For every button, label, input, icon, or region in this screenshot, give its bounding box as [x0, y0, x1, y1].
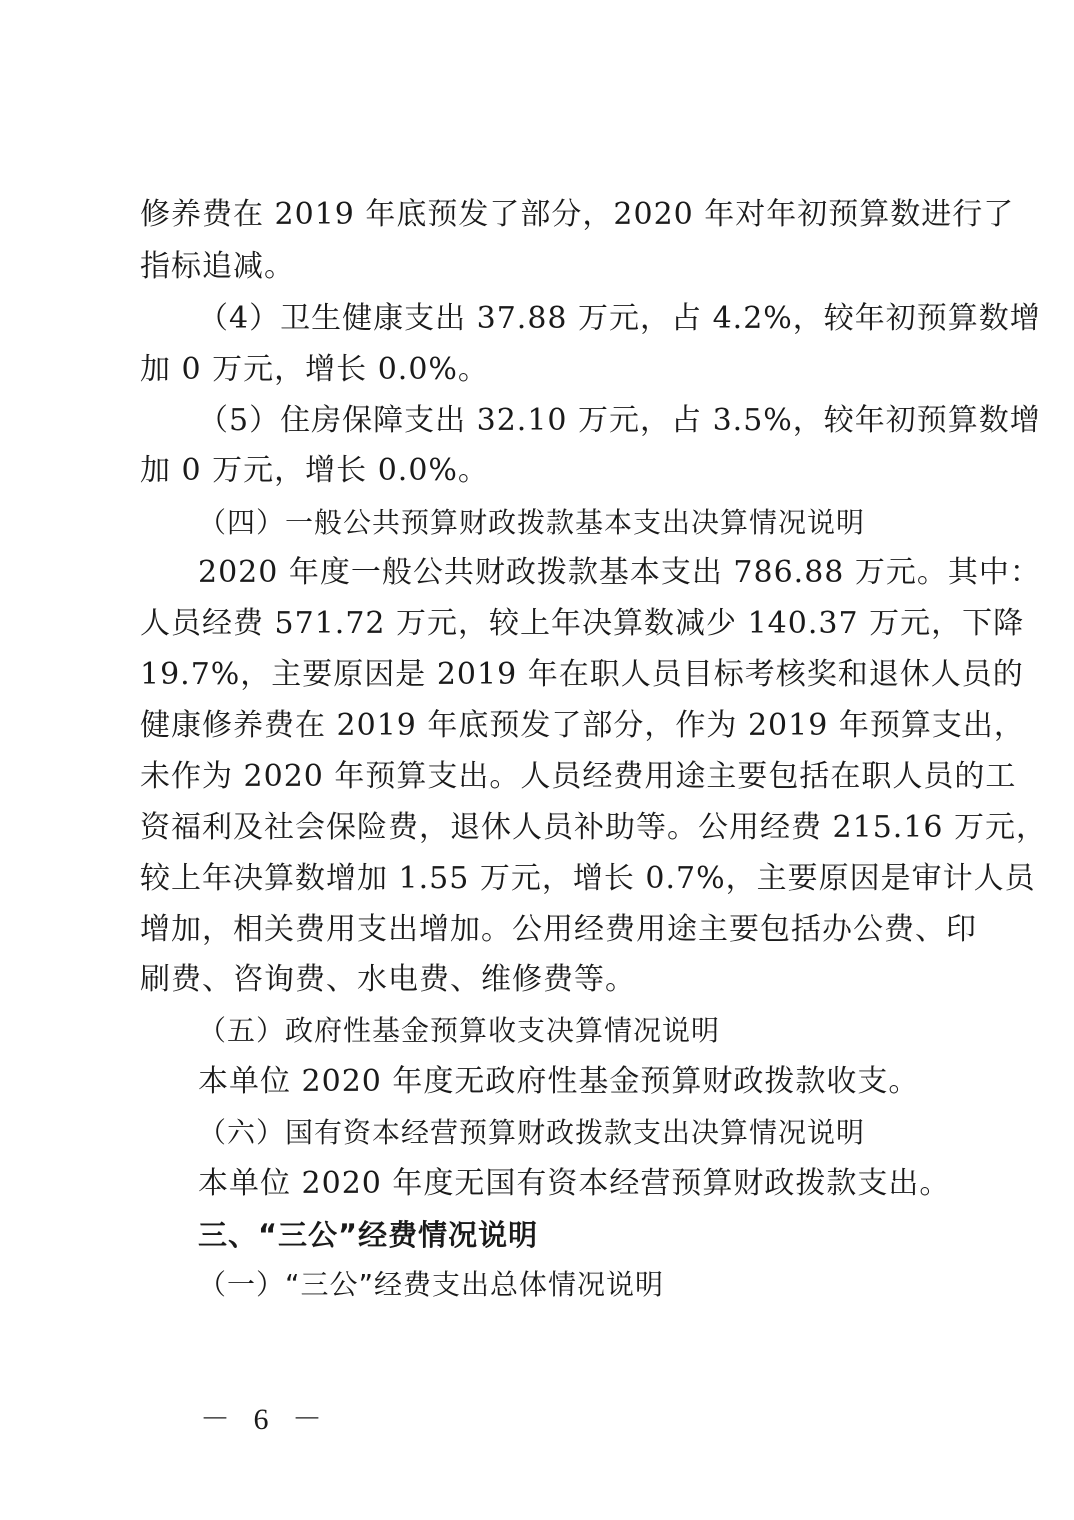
- page-number: － 6 －: [200, 1403, 330, 1436]
- paragraph-line: 健康修养费在 2019 年底预发了部分，作为 2019 年预算支出，: [140, 708, 1025, 743]
- paragraph-line: （4）卫生健康支出 37.88 万元，占 4.2%，较年初预算数增: [198, 301, 1041, 336]
- section-heading: （一）“三公”经费支出总体情况说明: [198, 1268, 665, 1301]
- paragraph-line: 人员经费 571.72 万元，较上年决算数减少 140.37 万元，下降: [140, 606, 1025, 641]
- paragraph-line: 未作为 2020 年预算支出。人员经费用途主要包括在职人员的工: [140, 759, 1017, 794]
- paragraph-line: 较上年决算数增加 1.55 万元，增长 0.7%，主要原因是审计人员: [140, 861, 1036, 896]
- paragraph-line: 本单位 2020 年度无国有资本经营预算财政拨款支出。: [198, 1166, 951, 1201]
- section-heading: （四）一般公共预算财政拨款基本支出决算情况说明: [198, 506, 866, 539]
- paragraph-line: 修养费在 2019 年底预发了部分，2020 年对年初预算数进行了: [140, 197, 1015, 232]
- paragraph-line: 2020 年度一般公共财政拨款基本支出 786.88 万元。其中：: [198, 555, 1041, 590]
- paragraph-line: 本单位 2020 年度无政府性基金预算财政拨款收支。: [198, 1064, 920, 1099]
- paragraph-line: 资福利及社会保险费，退休人员补助等。公用经费 215.16 万元，: [140, 810, 1048, 845]
- paragraph-line: 指标追减。: [140, 249, 295, 284]
- paragraph-line: （5）住房保障支出 32.10 万元，占 3.5%，较年初预算数增: [198, 403, 1041, 438]
- paragraph-line: 19.7%，主要原因是 2019 年在职人员目标考核奖和退休人员的: [140, 657, 1024, 692]
- paragraph-line: 加 0 万元，增长 0.0%。: [140, 352, 489, 387]
- section-heading: （五）政府性基金预算收支决算情况说明: [198, 1014, 721, 1047]
- paragraph-line: 增加，相关费用支出增加。公用经费用途主要包括办公费、印: [140, 912, 977, 947]
- chapter-heading: 三、“三公”经费情况说明: [198, 1218, 539, 1252]
- section-heading: （六）国有资本经营预算财政拨款支出决算情况说明: [198, 1116, 866, 1149]
- paragraph-line: 刷费、咨询费、水电费、维修费等。: [140, 962, 636, 997]
- paragraph-line: 加 0 万元，增长 0.0%。: [140, 453, 489, 488]
